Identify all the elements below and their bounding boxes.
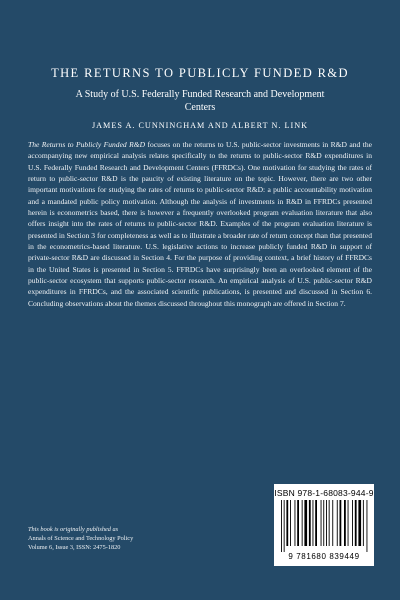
barcode-digits: 9 781680 839449 xyxy=(288,552,360,561)
abstract-lead-title: The Returns to Publicly Funded R&D xyxy=(28,140,146,149)
book-subtitle: A Study of U.S. Federally Funded Research and Development Centers xyxy=(75,89,325,113)
isbn-label: ISBN 978-1-68083-944-9 xyxy=(274,488,374,498)
abstract-body: focuses on the returns to U.S. public-sector investments in R&D and the accompanying new empirical analysis relates specifically to the returns to public-sector R&D expenditures in U.S. Federally Funded Research and Development Centers (FFRDCs). One motivation for studying the rates of return to public-sector R&D is the paucity of existing literature on the topic. However, there are two other important motivations for studying the rates of returns to public-sector R&D: a public accountability motivation and a mandated public policy motivation. Although the analysis of investments in R&D in FFRDCs presented herein is econometrics based, there is however a frequently overlooked program evaluation literature that also offers insight into the rates of returns to public-sector R&D. Examples of the program evaluation literature is presented in Section 3 for completeness as well as to illustrate a broader rate of return concept than that presented in the econometrics-based literature. U.S. legislative actions to increase publicly funded R&D in support of private-sector R&D are discussed in Section 4. For the purpose of providing context, a brief history of FFRDCs in the United States is presented in Section 5. FFRDCs have surprisingly been an overlooked element of the public-sector ecosystem that supports public-sector research. An empirical analysis of U.S. public-sector R&D expenditures in FFRDCs, and the associated scientific publications, is presented and discussed in Section 6. Concluding observations about the themes discussed throughout this monograph are offered in Section 7. xyxy=(28,140,372,308)
publication-note-line1: This book is originally published as xyxy=(28,526,119,533)
publication-note xyxy=(28,525,208,553)
book-abstract xyxy=(28,139,372,309)
book-authors: JAMES A. CUNNINGHAM AND ALBERT N. LINK xyxy=(91,121,309,130)
barcode-bars xyxy=(280,500,368,552)
isbn-barcode xyxy=(274,484,374,566)
publication-note-volume: Volume 6, Issue 3, ISSN: 2475-1820 xyxy=(28,544,121,552)
book-title: THE RETURNS TO PUBLICLY FUNDED R&D xyxy=(51,66,349,80)
publication-note-journal: Annals of Science and Technology Policy xyxy=(28,535,134,543)
